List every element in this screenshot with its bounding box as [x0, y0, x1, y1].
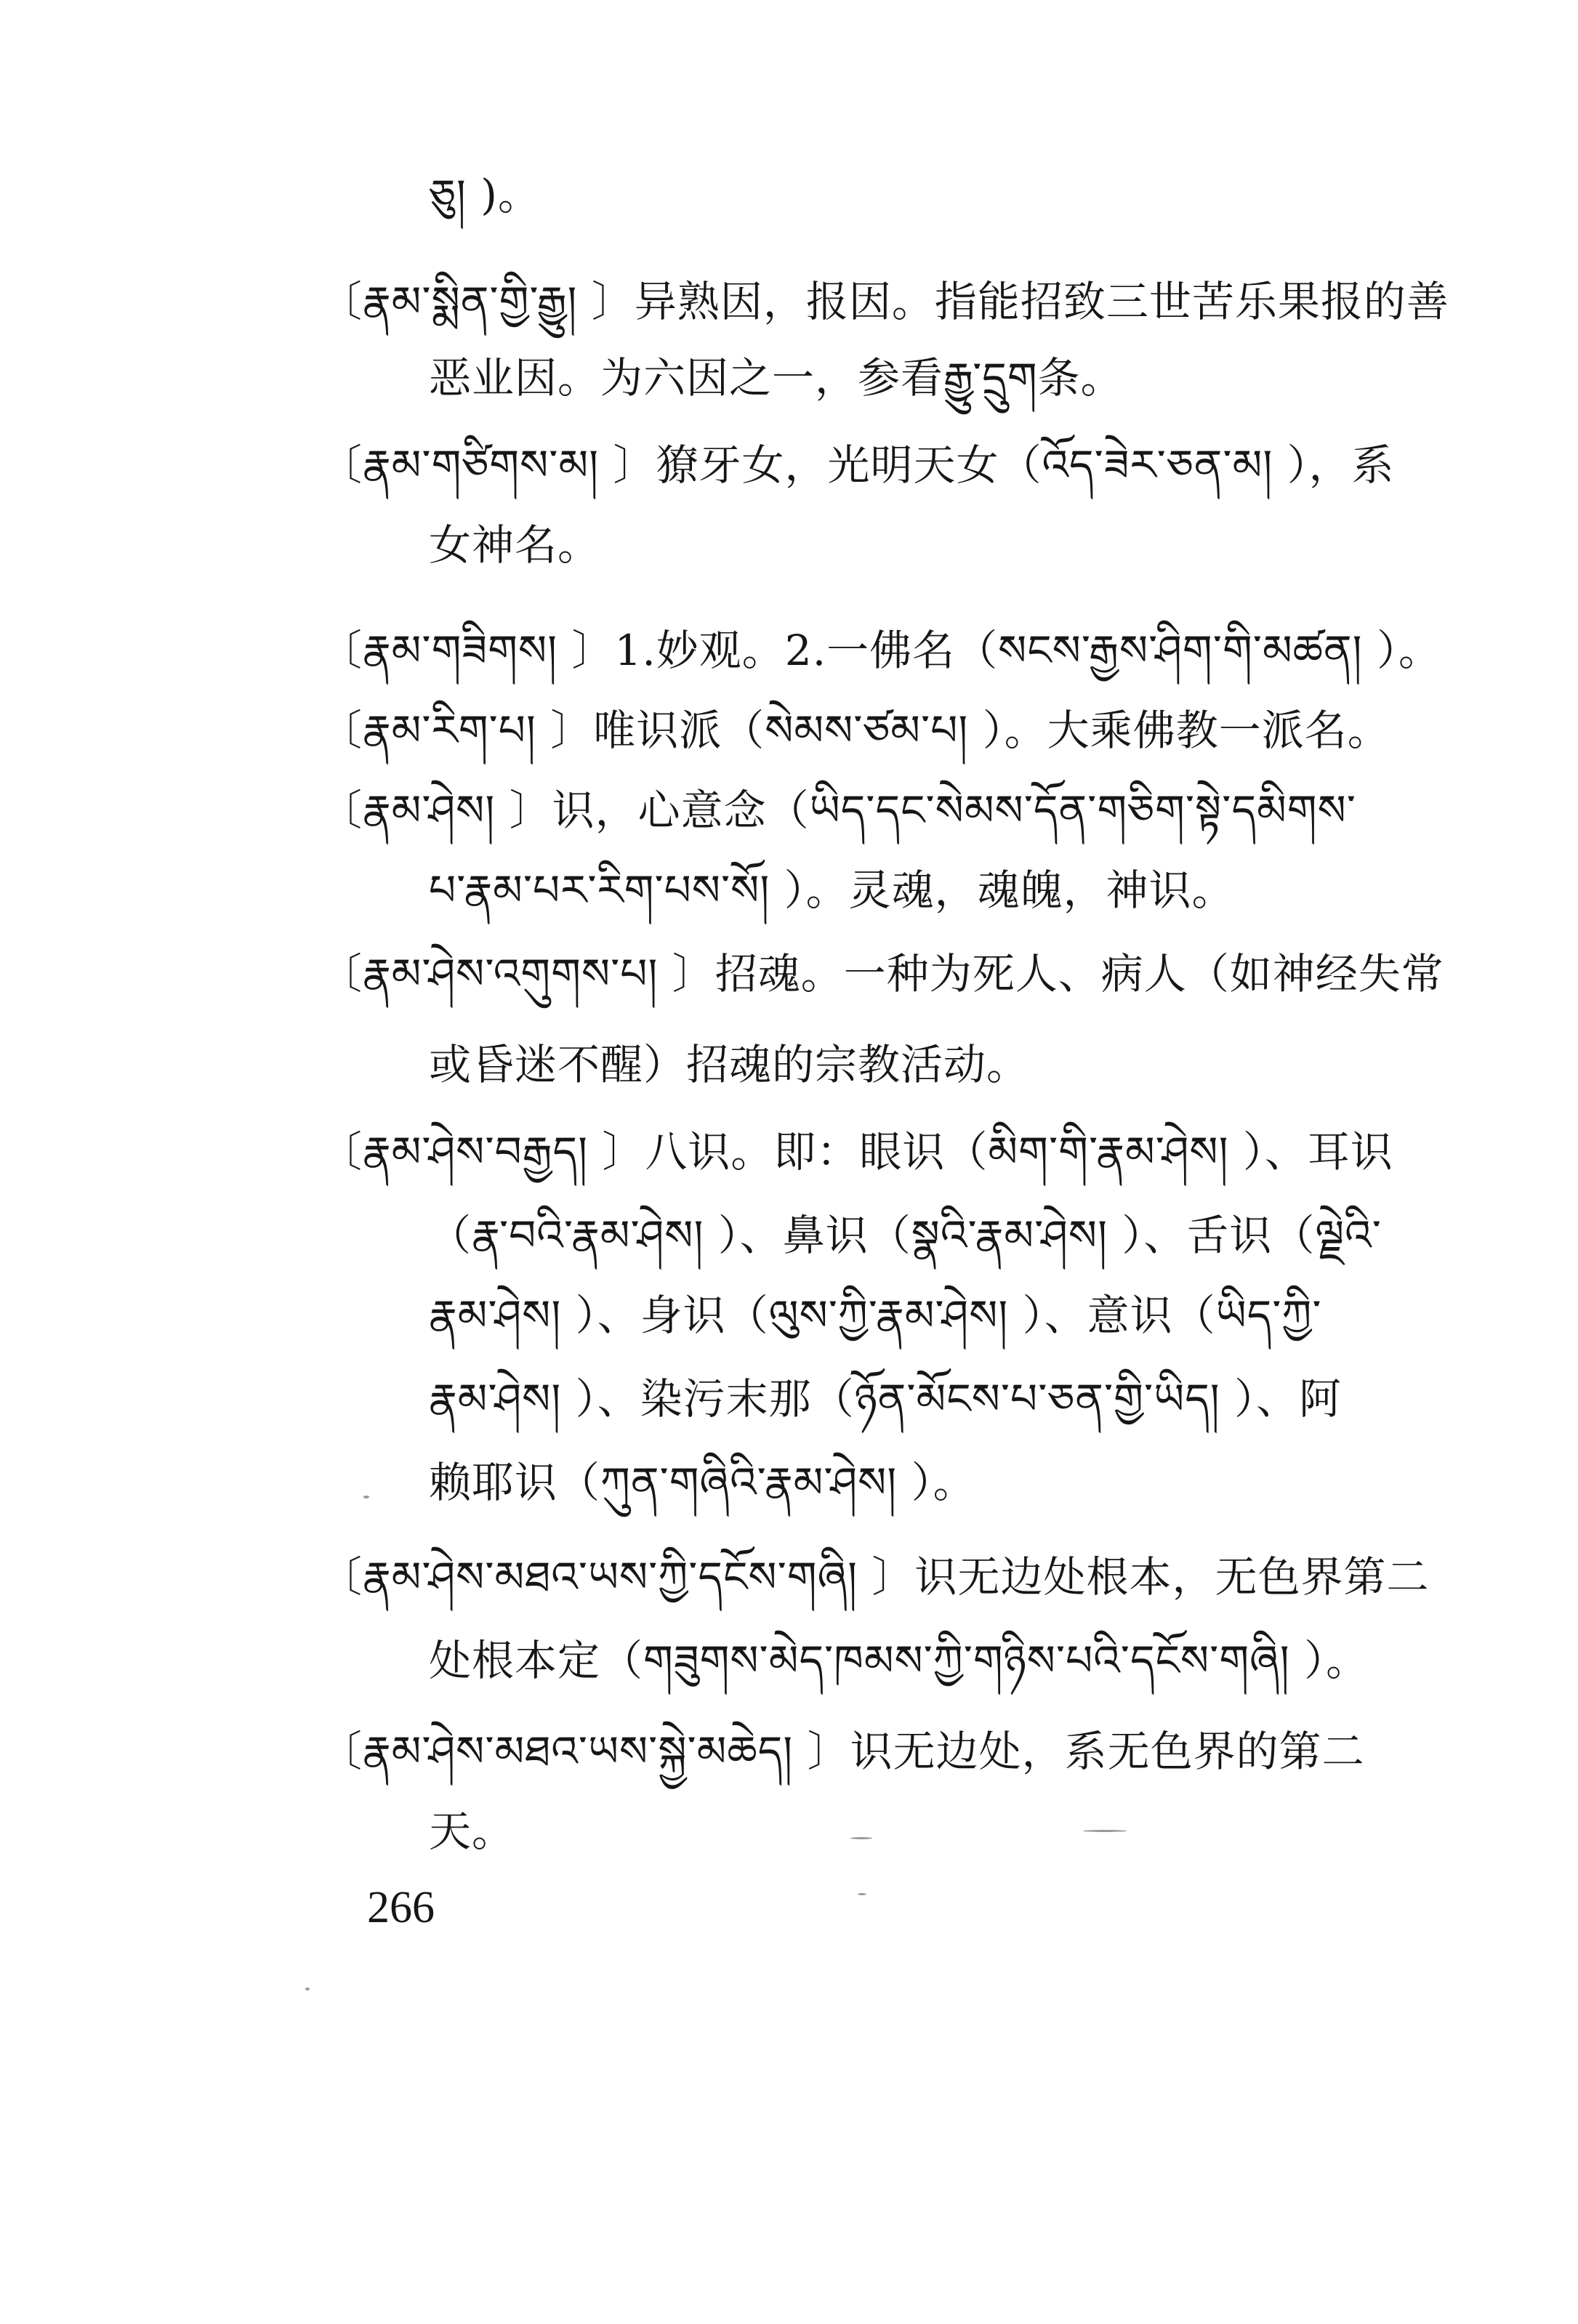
scan-speck [305, 1988, 310, 1990]
text-line-11: 或昏迷不醒）招魂的宗教活动。 [429, 1040, 1030, 1089]
entry-line-2: 〔རྣམ་གཙིགས་མ། 〕獠牙女，光明天女（འོད་ཟེར་ཅན་མ། ），系 [320, 440, 1395, 490]
scan-speck [850, 1837, 872, 1839]
text-line-9: པ་རྣམ་པར་རིག་པས་སོ། ）。灵魂，魂魄，神识。 [429, 866, 1235, 915]
entry-line-3: 〔རྣམ་གཟིགས། 〕1.妙观。2.一佛名（སངས་རྒྱས་ཤིག་གི་མཚན། ）。 [320, 626, 1441, 675]
text-line-16: 赖耶识（ཀུན་གཞིའི་རྣམ་ཤེས། ）。 [429, 1458, 976, 1507]
entry-line-5: 〔རྣམ་ཤེས། 〕识，心意念（ཡིད་དང་སེམས་དོན་གཅིག་སྟེ་དམིགས་ [320, 786, 1356, 835]
entry-line-6: 〔རྣམ་ཤེས་འགུགས་པ། 〕招魂。一种为死人、病人（如神经失常 [320, 949, 1444, 998]
scan-speck [858, 1893, 866, 1895]
entry-line-9: 〔རྣམ་ཤེས་མཐའ་ཡས་སྐྱེ་མཆེད། 〕识无边处，系无色界的第二 [320, 1727, 1365, 1776]
text-line-1: ཅུ། )。 [429, 170, 541, 219]
text-line-20: 天。 [429, 1807, 515, 1856]
text-line-13: （རྣ་བའི་རྣམ་ཤེས། ）、鼻识（སྣའི་རྣམ་ཤེས། ）、舌识（ལྗེའི་ [429, 1211, 1382, 1260]
entry-line-7: 〔རྣམ་ཤེས་བརྒྱད། 〕八识。即：眼识（མིག་གི་རྣམ་ཤེས། ）、耳识 [320, 1127, 1393, 1177]
scan-speck [363, 1496, 369, 1498]
text-line-15: རྣམ་ཤེས། ）、染污末那（ཉོན་མོངས་པ་ཅན་གྱི་ཡིད། ）、阿 [429, 1374, 1342, 1424]
entry-line-8: 〔རྣམ་ཤེས་མཐའ་ཡས་ཀྱི་དངོས་གཞི། 〕识无边处根本，无色界第二 [320, 1552, 1430, 1602]
page-number: 266 [367, 1883, 435, 1932]
entry-line-1: 〔རྣམ་སྨིན་གྱི་རྒྱུ། 〕异熟因，报因。指能招致三世苦乐果报的善 [320, 277, 1449, 326]
scan-speck [1083, 1830, 1127, 1832]
text-line-5: 女神名。 [429, 520, 601, 570]
text-line-18: 处根本定（གཟུགས་མེད་ཁམས་ཀྱི་གཉིས་པའི་དངོས་གཞི། ）。 [429, 1636, 1369, 1685]
entry-line-4: 〔རྣམ་རིག་པ། 〕唯识派（སེམས་ཙམ་པ། ）。大乘佛教一派名。 [320, 706, 1390, 755]
text-line-14: རྣམ་ཤེས། ）、身识（ལུས་ཀྱི་རྣམ་ཤེས། ）、意识（ཡིད་ཀྱི་ [429, 1291, 1322, 1340]
text-line-3: 恶业因。为六因之一，参看རྒྱུ་དྲུག条。 [429, 353, 1124, 403]
